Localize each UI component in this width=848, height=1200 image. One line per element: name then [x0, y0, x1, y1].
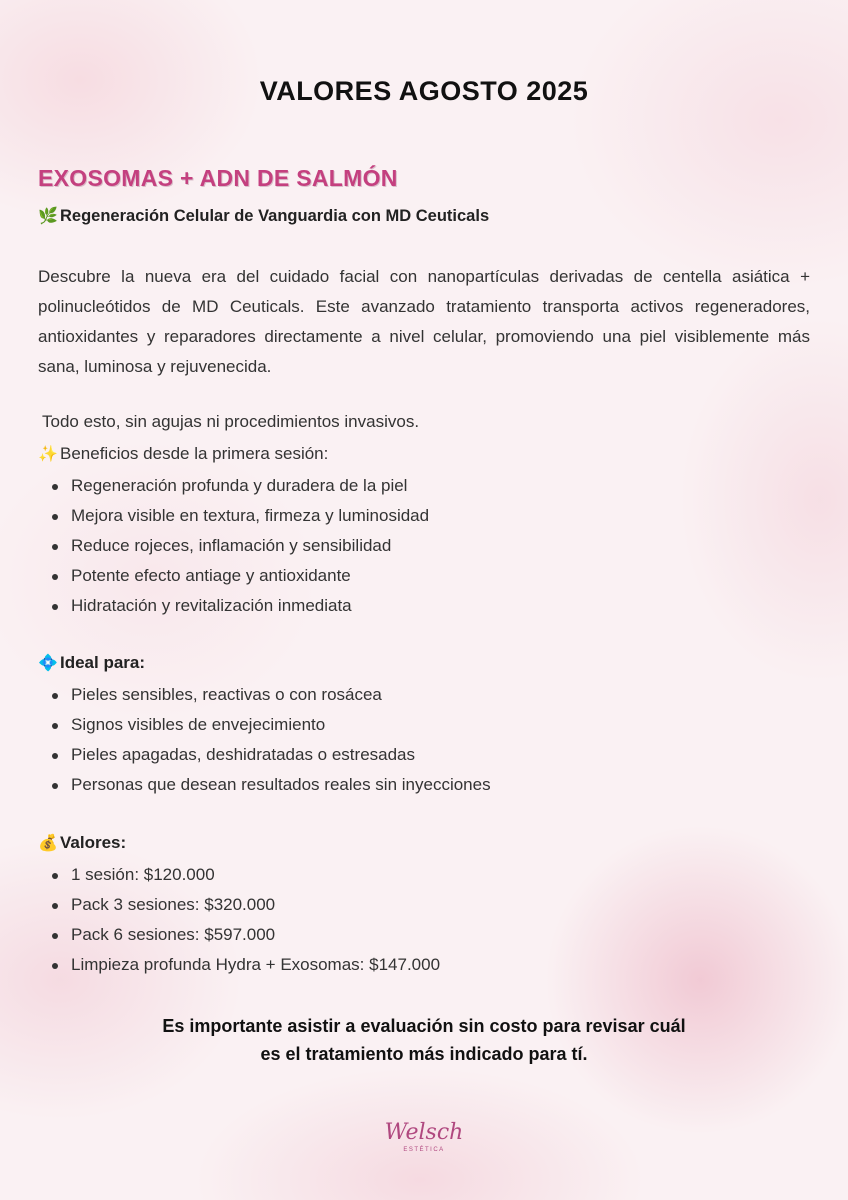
page-title: VALORES AGOSTO 2025: [259, 76, 589, 106]
treatment-subtitle: [38, 206, 489, 226]
prices-list: [38, 860, 440, 980]
benefits-heading: [38, 444, 328, 464]
diamond-icon: 💠: [38, 655, 58, 672]
ideal-heading-text: Ideal para:: [60, 653, 146, 672]
brand-logo: [374, 1120, 474, 1154]
prices-heading-text: Valores:: [60, 833, 127, 852]
herb-icon: 🌿: [38, 208, 58, 225]
brand-logo-name: Welsch: [384, 1120, 464, 1145]
evaluation-note-line-2: es el tratamiento más indicado para tí.: [260, 1044, 588, 1064]
evaluation-note: [0, 1012, 848, 1068]
list-item: Mejora visible en textura, firmeza y luminosidad: [38, 501, 429, 531]
list-item: Hidratación y revitalización inmediata: [38, 591, 429, 621]
ideal-list: [38, 680, 491, 800]
list-item: Pieles sensibles, reactivas o con rosácea: [38, 680, 491, 710]
evaluation-note-line-1: Es importante asistir a evaluación sin costo para revisar cuál: [162, 1016, 686, 1036]
benefits-list: [38, 471, 429, 621]
list-item: Regeneración profunda y duradera de la piel: [38, 471, 429, 501]
list-item: Potente efecto antiage y antioxidante: [38, 561, 429, 591]
sparkles-icon: ✨: [38, 446, 58, 463]
price-item: Limpieza profunda Hydra + Exosomas: $147.000: [38, 950, 440, 980]
benefits-heading-text: Beneficios desde la primera sesión:: [60, 444, 329, 463]
treatment-description: Descubre la nueva era del cuidado facial con nanopartículas derivadas de centella asiática + polinucleótidos de MD Ceuticals. Este avanzado tratamiento transporta activos regeneradores, antioxidantes y reparadores directamente a nivel celular, promoviendo una piel visiblemente más sana, luminosa y rejuvenecida.: [38, 267, 810, 376]
prices-heading: [38, 833, 126, 853]
brand-logo-tagline: ESTÉTICA: [403, 1147, 445, 1153]
ideal-heading: [38, 653, 145, 673]
no-needles-note: Todo esto, sin agujas ni procedimientos invasivos.: [42, 412, 420, 431]
list-item: Signos visibles de envejecimiento: [38, 710, 491, 740]
list-item: Reduce rojeces, inflamación y sensibilidad: [38, 531, 429, 561]
price-item: 1 sesión: $120.000: [38, 860, 440, 890]
price-item: Pack 3 sesiones: $320.000: [38, 890, 440, 920]
price-item: Pack 6 sesiones: $597.000: [38, 920, 440, 950]
list-item: Pieles apagadas, deshidratadas o estresadas: [38, 740, 491, 770]
treatment-subtitle-text: Regeneración Celular de Vanguardia con MD Ceuticals: [60, 207, 490, 225]
money-bag-icon: 💰: [38, 835, 58, 852]
list-item: Personas que desean resultados reales sin inyecciones: [38, 770, 491, 800]
treatment-title: EXOSOMAS + ADN DE SALMÓN: [38, 165, 398, 191]
